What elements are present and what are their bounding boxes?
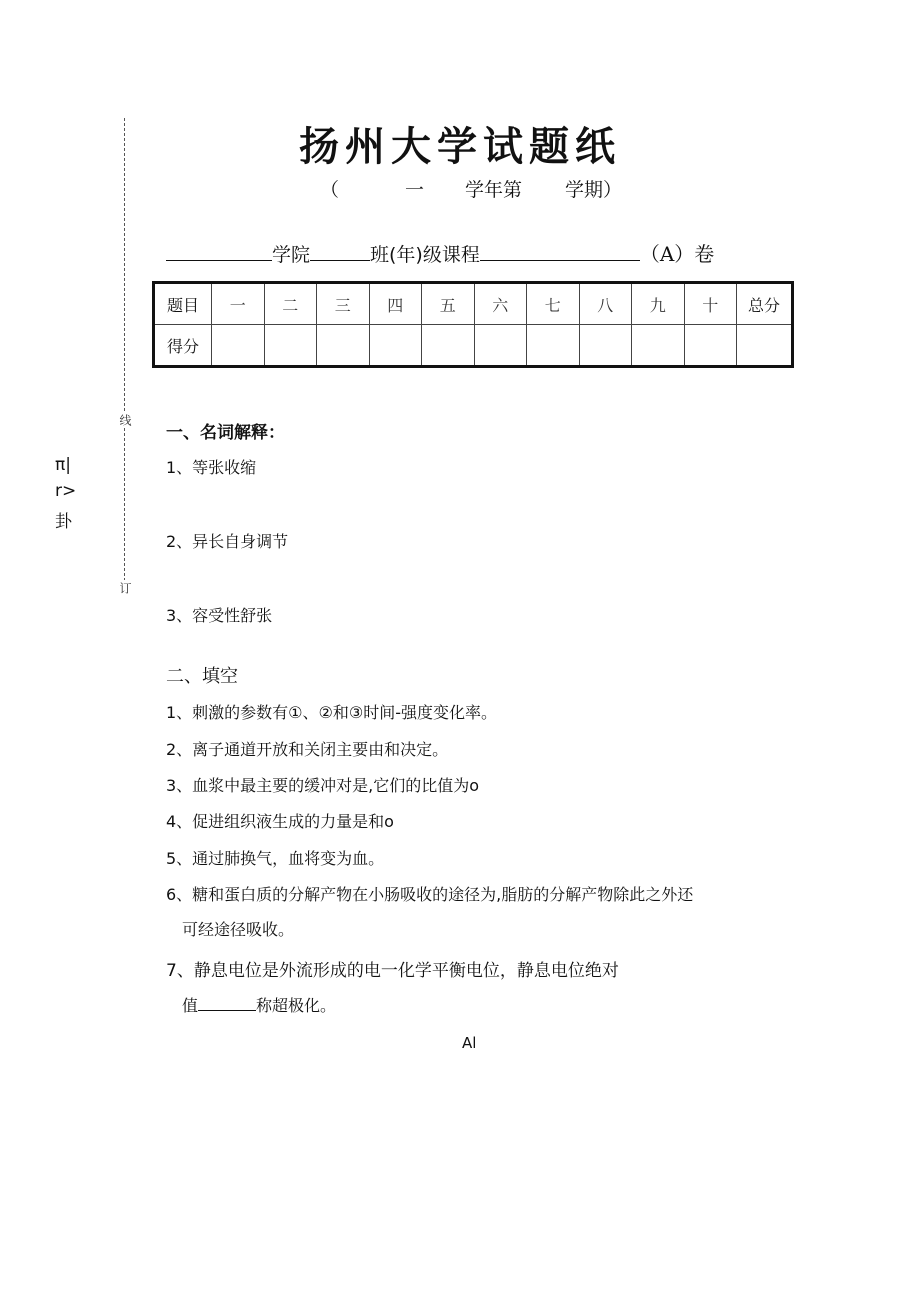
section2-item-1: 1、刺激的参数有①、②和③时间-强度变化率。: [166, 703, 497, 722]
score-table-score-row: [154, 325, 793, 367]
academic-year-line: [320, 175, 640, 201]
section2-item-3: 3、血浆中最主要的缓冲对是,它们的比值为o: [166, 776, 480, 795]
binding-order-char: 订: [118, 582, 132, 594]
section2-item-7-tail: 称超极化。: [256, 996, 337, 1015]
score-table-header-row: [154, 283, 793, 325]
section2-item-2: 2、离子通道开放和关闭主要由和决定。: [166, 740, 449, 759]
course-line: [166, 238, 714, 267]
subtitle-dash: 一: [405, 179, 425, 201]
section2-item-6-cont: 可经途径吸收。: [182, 920, 295, 939]
col-total: 总分: [737, 283, 793, 325]
score-cell[interactable]: [422, 325, 475, 367]
margin-text-3: 卦: [55, 512, 72, 532]
score-cell[interactable]: [212, 325, 265, 367]
class-course-label: 班(年)级课程: [370, 244, 480, 266]
section2-item-7: 7、静息电位是外流形成的电一化学平衡电位，静息电位绝对: [166, 961, 619, 981]
subtitle-year-label: 学年第: [465, 179, 523, 201]
score-table: [152, 281, 794, 368]
col-10: 十: [684, 283, 737, 325]
section1-item-3: 3、容受性舒张: [166, 606, 273, 625]
paper-label: （A）卷: [639, 242, 715, 266]
score-cell[interactable]: [632, 325, 685, 367]
section2-item-5: 5、通过肺换气，血将变为血。: [166, 849, 385, 868]
col-6: 六: [474, 283, 527, 325]
score-cell[interactable]: [264, 325, 317, 367]
score-cell[interactable]: [369, 325, 422, 367]
score-cell[interactable]: [527, 325, 580, 367]
score-cell[interactable]: [474, 325, 527, 367]
college-blank: [166, 259, 272, 261]
col-9: 九: [632, 283, 685, 325]
course-blank: [480, 259, 640, 261]
score-cell[interactable]: [684, 325, 737, 367]
section2-item-4: 4、促进组织液生成的力量是和o: [166, 812, 394, 831]
section2-item-6: 6、糖和蛋白质的分解产物在小肠吸收的途径为,脂肪的分解产物除此之外还: [166, 885, 694, 904]
exam-title: 扬州大学试题纸: [299, 123, 621, 170]
college-label: 学院: [272, 244, 311, 266]
answer-blank: [198, 1009, 256, 1011]
subtitle-term-label: 学期）: [565, 179, 623, 201]
score-cell[interactable]: [317, 325, 370, 367]
section1-item-1: 1、等张收缩: [166, 458, 257, 477]
section2-item-7-cont: [182, 993, 336, 1016]
class-blank: [310, 259, 370, 261]
section1-item-2: 2、异长自身调节: [166, 532, 289, 551]
page-footer-text: Al: [462, 1034, 477, 1052]
col-2: 二: [264, 283, 317, 325]
margin-text-2: r>: [55, 481, 77, 501]
col-7: 七: [527, 283, 580, 325]
subtitle-open-paren: （: [320, 179, 340, 201]
col-3: 三: [317, 283, 370, 325]
section2-item-7-value: 值: [182, 996, 199, 1015]
binding-line-char: 线: [118, 414, 132, 426]
col-8: 八: [579, 283, 632, 325]
binding-dashed-line: [124, 118, 125, 596]
row-label-question: 题目: [154, 283, 212, 325]
score-cell-total[interactable]: [737, 325, 793, 367]
margin-text-1: π|: [55, 455, 71, 475]
row-label-score: 得分: [154, 325, 212, 367]
col-5: 五: [422, 283, 475, 325]
col-1: 一: [212, 283, 265, 325]
section2-heading: 二、填空: [166, 666, 238, 687]
section1-heading: 一、名词解释：: [166, 423, 285, 443]
col-4: 四: [369, 283, 422, 325]
score-cell[interactable]: [579, 325, 632, 367]
